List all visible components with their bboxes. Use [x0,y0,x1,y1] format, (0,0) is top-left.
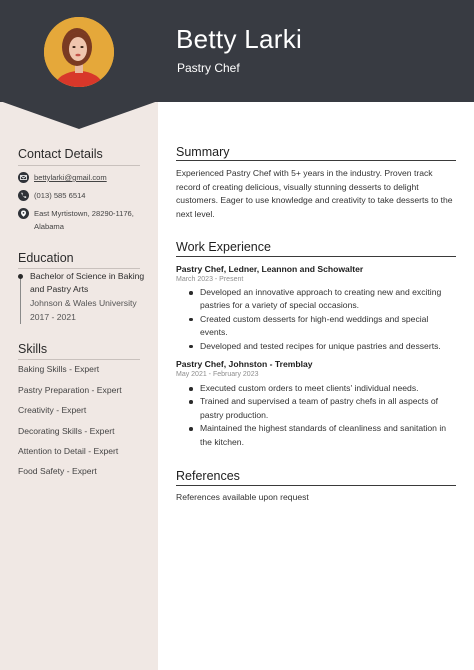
contact-address: East Myrtistown, 28290-1176, Alabama [34,209,134,231]
job-bullet: Trained and supervised a team of pastry chefs in all aspects of pastry production. [188,395,456,422]
phone-icon [18,190,29,201]
candidate-name: Betty Larki [176,24,303,54]
job-title: Pastry Chef, Ledner, Leannon and Schowalter [176,264,364,274]
experience-heading: Work Experience [176,240,271,254]
education-degree: Bachelor of Science in Baking and Pastry Arts [30,271,145,294]
location-pin-icon [18,208,29,219]
summary-rule [176,160,456,161]
contact-email[interactable]: bettylarki@gmail.com [34,173,107,182]
job-bullet: Developed an innovative approach to creating new and exciting pastries for a variety of special occasions. [188,286,456,313]
job-dates: May 2021 - February 2023 [176,371,259,378]
education-timeline-line [20,277,21,324]
contact-address-row [18,207,144,233]
job-bullets [188,286,456,353]
skill-item: Food Safety - Expert [18,466,97,476]
contact-heading: Contact Details [18,147,103,161]
contact-phone: (013) 585 6514 [34,191,86,200]
job-bullet: Created custom desserts for high-end weddings and special events. [188,313,456,340]
skill-item: Baking Skills - Expert [18,364,100,374]
skill-item: Creativity - Expert [18,405,87,415]
summary-text: Experienced Pastry Chef with 5+ years in the industry. Proven track record of creating delicious, visually stunning desserts to delight customers. Eager to use knowledge and creativity to take desserts to the next level. [176,168,453,219]
references-heading: References [176,469,240,483]
education-heading: Education [18,251,74,265]
profile-photo [44,17,114,87]
candidate-role: Pastry Chef [177,61,240,75]
summary-heading: Summary [176,145,230,159]
skill-item: Pastry Preparation - Expert [18,385,122,395]
references-text: References available upon request [176,492,309,502]
job-title: Pastry Chef, Johnston - Tremblay [176,359,313,369]
education-years: 2017 - 2021 [30,312,76,322]
education-school: Johnson & Wales University [30,298,137,308]
education-timeline-dot [18,274,23,279]
envelope-icon [18,172,29,183]
contact-phone-row [18,189,144,202]
experience-rule [176,256,456,257]
contact-email-row [18,171,144,184]
job-bullet: Executed custom orders to meet clients' individual needs. [188,382,456,395]
skill-item: Attention to Detail - Expert [18,446,119,456]
job-bullets [188,382,456,449]
education-entry [18,270,148,324]
references-rule [176,485,456,486]
job-bullet: Developed and tested recipes for unique pastries and desserts. [188,340,456,353]
skills-rule [18,359,140,360]
header-arrow-decoration [0,101,158,129]
education-rule [18,268,140,269]
job-bullet: Maintained the highest standards of cleanliness and sanitation in the kitchen. [188,422,456,449]
skill-item: Decorating Skills - Expert [18,426,115,436]
contact-rule [18,165,140,166]
skills-heading: Skills [18,342,48,356]
job-dates: March 2023 - Present [176,276,244,283]
